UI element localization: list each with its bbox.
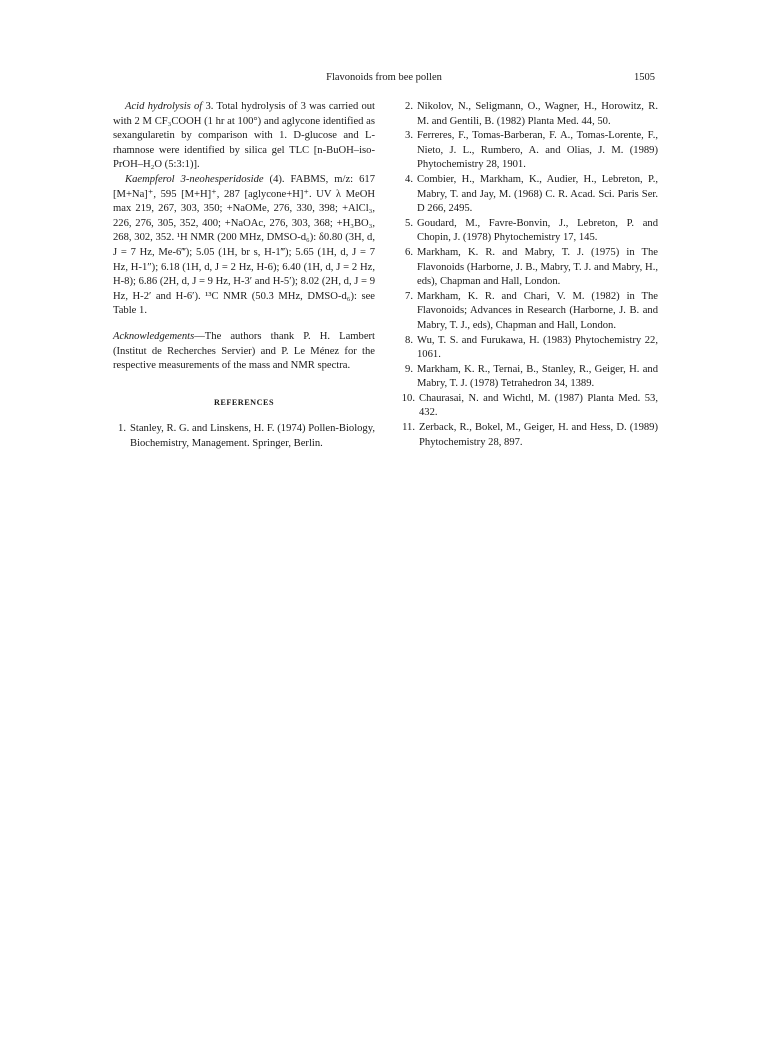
reference-item <box>400 217 658 246</box>
reference-item <box>113 422 375 451</box>
reference-number: 6. <box>405 246 413 258</box>
acknowledgements-body: —The authors thank P. H. Lambert (Institut de Recherches Servier) and P. Le Ménez for the respective measurements of the mass and NMR spectra. <box>113 330 375 372</box>
reference-item <box>400 334 658 363</box>
reference-text: Combier, H., Markham, K., Audier, H., Lebreton, P., Mabry, T. and Jay, M. (1968) C. R. Acad. Sci. Paris Ser. D 266, 2495. <box>417 173 658 215</box>
reference-text: Zerback, R., Bokel, M., Geiger, H. and Hess, D. (1989) Phytochemistry 28, 897. <box>419 422 658 448</box>
reference-item <box>400 129 658 173</box>
reference-text: Stanley, R. G. and Linskens, H. F. (1974) Pollen-Biology, Biochemistry, Management. Springer, Berlin. <box>130 423 375 449</box>
reference-text: Wu, T. S. and Furukawa, H. (1983) Phytochemistry 22, 1061. <box>417 334 658 361</box>
acknowledgements-paragraph <box>113 330 375 374</box>
reference-text: Markham, K. R. and Chari, V. M. (1982) in The Flavonoids; Advances in Research (Harborne, J. B. and Mabry, T. J., eds), Chapman and Hall, London. <box>417 290 658 331</box>
reference-number: 11. <box>402 422 415 434</box>
reference-number: 1. <box>118 423 126 435</box>
reference-text: Goudard, M., Favre-Bonvin, J., Lebreton, P. and Chopin, J. (1978) Phytochemistry 17, 145. <box>417 217 658 244</box>
acknowledgements-label: Acknowledgements <box>113 330 195 342</box>
right-column <box>400 100 658 450</box>
running-title: Flavonoids from bee pollen <box>326 72 442 83</box>
reference-number: 9. <box>405 363 413 375</box>
reference-item <box>400 246 658 290</box>
reference-item <box>400 421 658 450</box>
kaempferol-paragraph <box>113 173 375 319</box>
reference-number: 8. <box>405 334 413 346</box>
left-column <box>113 100 375 451</box>
reference-number: 3. <box>405 130 413 142</box>
kaempferol-label: Kaempferol 3-neohesperidoside <box>125 173 264 185</box>
page-number: 1505 <box>634 72 655 83</box>
reference-item <box>400 290 658 334</box>
reference-text: Ferreres, F., Tomas-Barberan, F. A., Tomas-Lorente, F., Nieto, J. L., Rumbero, A. and Olias, J. M. (1989) Phytochemistry 28, 1901. <box>417 130 658 171</box>
acid-hydrolysis-paragraph <box>113 100 375 173</box>
reference-item <box>400 392 658 421</box>
reference-item <box>400 173 658 217</box>
acid-hydrolysis-label: Acid hydrolysis of <box>125 101 203 112</box>
reference-text: Markham, K. R., Ternai, B., Stanley, R., Geiger, H. and Mabry, T. J. (1978) Tetrahedron 34, 1389. <box>417 363 658 390</box>
reference-text: Markham, K. R. and Mabry, T. J. (1975) in The Flavonoids (Harborne, J. B., Mabry, T. J. and Mabry, H., eds), Chapman and Hall, London. <box>417 246 658 288</box>
reference-text: Chaurasai, N. and Wichtl, M. (1987) Planta Med. 53, 432. <box>419 392 658 419</box>
references-heading: REFERENCES <box>213 397 275 407</box>
reference-number: 10. <box>401 392 415 404</box>
kaempferol-body: (4). FABMS, m/z: 617 [M+Na]⁺, 595 [M+H]⁺, 287 [aglycone+H]⁺. UV λ MeOH max 219, 267, 303, 350; +NaOMe, 276, 330, 398; +AlCl₃, 226, 276, 305, 352, 400; +NaOAc, 276, 303, 368; +H₃BO₃, 268, 302, 352. ¹H NMR (200 MHz, DMSO-d₆): δ0.80 (3H, d, J = 7 Hz, Me-6‴); 5.05 (1H, br s, H-1‴); 5.65 (1H, d, J = 7 Hz, H-1″); 6.18 (1H, d, J = 2 Hz, H-6); 6.40 (1H, d, J = 2 Hz, H-8); 6.86 (2H, d, J = 9 Hz, H-3′ and H-5′); 8.02 (2H, d, J = 9 Hz, H-2′ and H-6′). ¹³C NMR (50.3 MHz, DMSO-d₆): see Table 1. <box>113 173 375 317</box>
reference-item <box>400 100 658 129</box>
running-header <box>113 72 655 86</box>
reference-number: 7. <box>405 290 413 302</box>
reference-number: 5. <box>405 217 413 229</box>
acid-hydrolysis-body: 3. Total hydrolysis of 3 was carried out with 2 M CF₃COOH (1 hr at 100°) and aglycone identified as sexangularetin by comparison with 1. D-glucose and L-rhamnose were identified by silica gel TLC [n-BuOH–iso-PrOH–H₂O (5:3:1)]. <box>113 101 375 171</box>
reference-number: 2. <box>405 101 413 112</box>
reference-text: Nikolov, N., Seligmann, O., Wagner, H., Horowitz, R. M. and Gentili, B. (1982) Planta Med. 44, 50. <box>417 101 658 127</box>
reference-item <box>400 363 658 392</box>
reference-number: 4. <box>405 173 413 185</box>
